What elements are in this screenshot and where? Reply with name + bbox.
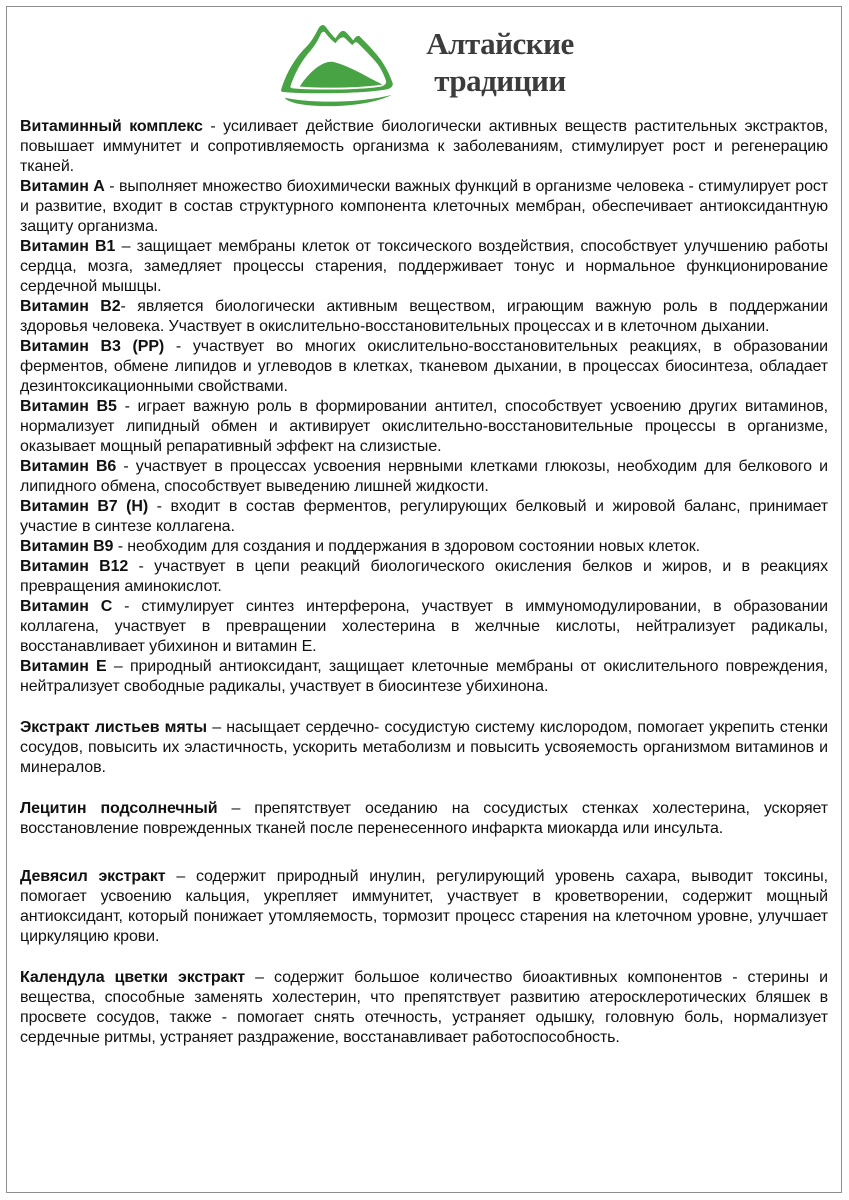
paragraph-elecampane-extract [20, 867, 828, 947]
ingredient-description: - играет важную роль в формировании антител, способствует усвоению других витаминов, нормализует липидный обмен и активирует окислительно-восстановительные процессы в организме, оказывает мощный репаративный эффект на слизистые. [20, 398, 828, 455]
ingredient-description: - необходим для создания и поддержания в здоровом состоянии новых клеток. [113, 538, 700, 555]
paragraph-mint-extract [20, 718, 828, 778]
brand-name [426, 25, 574, 99]
ingredient-name: Календула цветки экстракт [20, 969, 246, 986]
ingredient-name: Витамин В5 [20, 398, 117, 415]
paragraph-vitamin-b1 [20, 237, 828, 297]
ingredient-name: Экстракт листьев мяты [20, 719, 207, 736]
ingredient-description: - выполняет множество биохимически важных функций в организме человека - стимулирует рост и развитие, входит в состав структурного компонента клеточных мембран, обеспечивает антиоксидантную защиту организма. [20, 178, 828, 235]
paragraph-lecithin [20, 799, 828, 839]
ingredient-name: Витамин В9 [20, 538, 114, 555]
paragraph-vitamin-b2 [20, 297, 828, 337]
swoosh-shape [285, 95, 392, 106]
ingredient-description: - участвует в процессах усвоения нервными клетками глюкозы, необходим для белкового и липидного обмена, способствует выведению лишней жидкости. [20, 458, 828, 495]
ingredient-description: – препятствует оседанию на сосудистых стенках холестерина, ускоряет восстановление поврежденных тканей после перенесенного инфаркта миокарда или инсульта. [20, 800, 829, 837]
ingredient-description: – содержит большое количество биоактивных компонентов - стерины и вещества, способные заменять холестерин, что препятствует развитию атеросклеротических бляшек в просвете сосудов, также - помогает снять отечность, устраняет одышку, головную боль, нормализует сердечные ритмы, устраняет раздражение, восстанавливает работоспособность. [20, 969, 828, 1046]
ingredient-name: Лецитин подсолнечный [20, 800, 218, 817]
ingredient-description: – природный антиоксидант, защищает клеточные мембраны от окислительного повреждения, нейтрализует свободные радикалы, участвует в биосинтезе убихинона. [20, 658, 828, 695]
paragraph-vitamin-c [20, 597, 828, 657]
ingredient-description: – содержит природный инулин, регулирующий уровень сахара, выводит токсины, помогает усвоению кальция, укрепляет иммунитет, участвует в кроветворении, содержит мощный антиоксидант, который понижает утомляемость, тормозит процесс старения на клеточном уровне, улучшает циркуляцию крови. [20, 868, 828, 945]
ingredient-name: Витамин В6 [20, 458, 117, 475]
brand-logo [20, 13, 828, 111]
paragraph-vitamin-b6 [20, 457, 828, 497]
paragraph-vitamin-b12 [20, 557, 828, 597]
ingredient-description: – насыщает сердечно- сосудистую систему кислородом, помогает укрепить стенки сосудов, повысить их эластичность, ускорить метаболизм и повысить усвояемость организмом витаминов и минералов. [20, 719, 829, 776]
ingredient-name: Витамин В12 [20, 558, 129, 575]
paragraph-vitamin-b5 [20, 397, 828, 457]
ingredient-description: - участвует в цепи реакций биологического окисления белков и жиров, и в реакциях превращения аминокислот. [20, 558, 828, 595]
page-border [6, 6, 842, 1193]
paragraph-calendula-extract [20, 968, 828, 1048]
paragraph-vitamin-b7 [20, 497, 828, 537]
ingredient-description: - усиливает действие биологически активных веществ растительных экстрактов, повышает иммунитет и сопротивляемость организма к заболеваниям, стимулирует рост и регенерацию тканей. [20, 118, 829, 175]
ingredient-name: Девясил экстракт [20, 868, 166, 885]
mountains-icon [274, 15, 412, 109]
ingredient-name: Витамин Е [20, 658, 107, 675]
paragraph-vitamin-a [20, 177, 828, 237]
ingredient-description: – защищает мембраны клеток от токсического воздействия, способствует улучшению работы сердца, мозга, замедляет процессы старения, поддерживает тонус и нормальное функционирование сердечной мышцы. [20, 238, 828, 295]
ingredient-name: Витамин В3 (РР) [20, 338, 165, 355]
ingredient-description: - участвует во многих окислительно-восстановительных реакциях, в образовании ферментов, обмене липидов и углеводов в клетках, тканевом дыхании, в процессах биосинтеза, обладает дезинтоксикационными свойствами. [20, 338, 828, 395]
ingredient-description: - является биологически активным веществом, играющим важную роль в поддержании здоровья человека. Участвует в окислительно-восстановительных процессах и в клеточном дыхании. [20, 298, 828, 335]
brand-name-line1: Алтайские [426, 26, 574, 61]
paragraph-vitamin-e [20, 657, 828, 697]
brand-name-line2: традиции [434, 63, 566, 98]
ingredient-name: Витаминный комплекс [20, 118, 203, 135]
paragraph-vitamin-b9 [20, 537, 828, 557]
ingredient-name: Витамин В1 [20, 238, 116, 255]
ingredient-name: Витамин С [20, 598, 113, 615]
paragraph-vitamin-complex [20, 117, 828, 177]
paragraph-vitamin-b3 [20, 337, 828, 397]
ingredient-name: Витамин В2 [20, 298, 121, 315]
ingredient-name: Витамин А [20, 178, 105, 195]
ingredient-description: - стимулирует синтез интерферона, участвует в иммуномодулировании, в образовании коллагена, участвует в превращении холестерина в желчные кислоты, нейтрализует радикалы, восстанавливает убихинон и витамин Е. [20, 598, 829, 655]
ingredient-descriptions [20, 117, 828, 1048]
ingredient-name: Витамин В7 (Н) [20, 498, 149, 515]
ingredient-description: - входит в состав ферментов, регулирующих белковый и жировой баланс, принимает участие в синтезе коллагена. [20, 498, 828, 535]
